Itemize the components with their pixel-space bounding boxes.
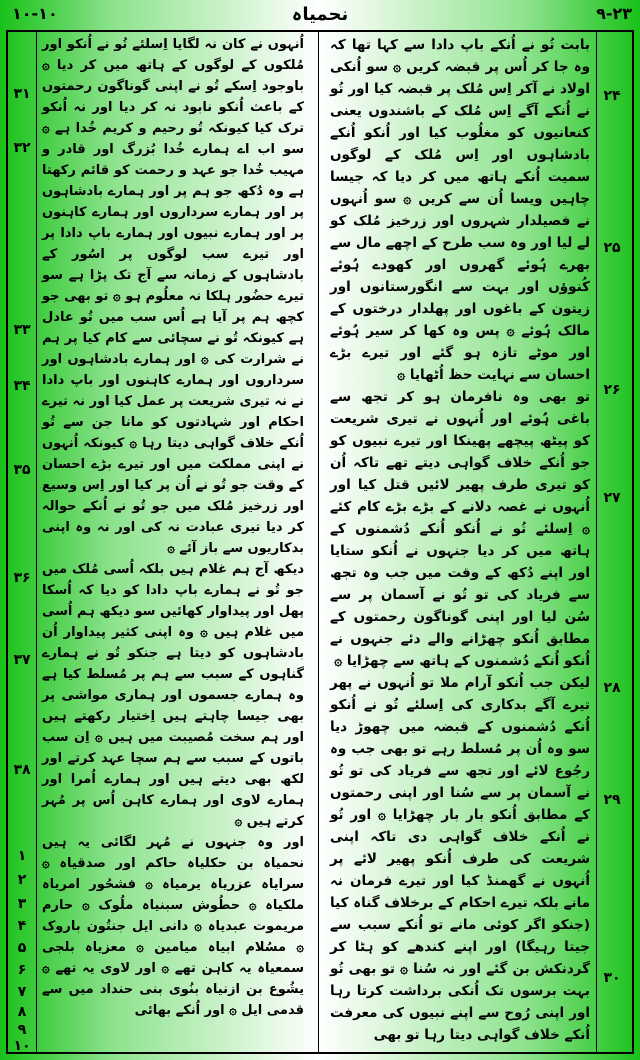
verse-number: ۳۲ [13,140,31,156]
verse-number: ۳ [17,896,27,912]
verse-number: ۶ [17,962,27,978]
verse-number: ۲۷ [603,490,621,506]
paragraph: تو بھی وہ نافرمان ہو کر تجھ سے باغی ہُوئے اور اُنہوں نے تیری شریعت کو پیٹھ پیچھے پھینکا اور تیرے نبیوں کو جو اُنکے خلاف گواہی دیتے تھے تاکہ اُن کو تیری طرف پھیر لائیں قتل کیا اور اُنہوں نے غصہ دلانے کے بڑے بڑے کام کئے ۞ اِسلئے تُو نے اُنکو اُنکے دُشمنوں کے ہاتھ میں کر دیا جنہوں نے اُنکو ستایا اور اپنے دُکھ کے وقت میں جب وہ تجھ سے فریاد کی تو تُو نے آسمان پر سے سُن لیا اور اپنی گوناگون رحمتوں کے مطابق اُنکو چھڑانے والے دئے جنہوں نے اُنکو اُنکے دُشمنوں کے ہاتھ سے چھڑایا ۞ [330,389,590,669]
verse-number: ۳۳ [13,322,31,338]
verse-number: ۲۹ [603,792,621,808]
page-header [0,0,640,28]
column-divider [596,30,597,1054]
verse-number: ۳۵ [13,462,31,478]
book-title: نحمیاہ [291,4,349,25]
chapter-verse-ref-end: ۱۰-۱۰ [12,4,58,23]
verse-number: ۲۴ [603,88,621,104]
verse-number: ۴ [17,918,27,934]
verse-number: ۱۰ [13,1038,31,1054]
verse-number: ۲ [17,872,27,888]
left-text-column [42,34,304,1021]
paragraph: اور وہ جنہوں نے مُہر لگائی یہ ہیں نحمیاہ بن حکلیاہ حاکم اور صدقیاہ ۞ سرایاہ عزریاہ یرمیاہ ۞ فشحُور امریاہ ملکیاہ ۞ حطُوش سبنیاہ ملُوک ۞ حارم مریموت عبدیاہ ۞ دانی ایل جنتُون باروک ۞ مسُلام ابیاہ میامین ۞ معزیاہ بلجی سمعیاہ یہ کاہن تھے ۞ اور لاوی یہ تھے ۞ یشُوع بن ازنیاہ بنُوی بنی حنداد میں سے قدمی ایل ۞ اور اُنکے بھائی [42,835,304,1018]
verse-number: ۲۸ [603,680,621,696]
verse-number: ۲۶ [603,382,621,398]
paragraph: دیکھ آج ہم غلام ہیں بلکہ اُسی مُلک میں جو تُو نے ہمارے باپ دادا کو دیا کہ اُسکا پھل اور پیداوار کھائیں سو دیکھ ہم اُسی میں غلام ہیں ۞ وہ اپنی کثیر پیداوار اُن بادشاہوں کو دیتا ہے جنکو تُو نے ہمارے گناہوں کے سبب سے ہم پر مُسلط کیا ہے وہ ہمارے جسموں اور ہماری مواشی پر بھی جیسا چاہتے ہیں اِختیار رکھتے ہیں اور ہم سخت مُصیبت میں ہیں ۞ اِن سب باتوں کے سبب سے ہم سچا عہد کرتے اور لکھ بھی دیتے ہیں اور ہمارے اُمرا اور ہمارے لاوی اور ہمارے کاہن اُس پر مُہر کرتے ہیں ۞ [42,562,304,829]
verse-number: ۳۸ [13,762,31,778]
verse-number: ۹ [17,1022,27,1038]
verse-number: ۷ [17,984,27,1000]
verse-number: ۲۵ [603,240,621,256]
verse-number: ۸ [17,1004,27,1020]
column-divider [318,30,319,1054]
right-text-column [330,34,590,1046]
paragraph: اُنہوں نے کان نہ لگایا اِسلئے تُو نے اُنکو اور مُلکوں کے لوگوں کے ہاتھ میں کر دیا ۞ باوجود اِسکے تُو نے اپنی گوناگون رحمتوں کے باعث اُنکو نابود نہ کر دیا اور نہ اُنکو ترک کیا کیونکہ تُو رحیم و کریم خُدا ہے ۞ سو اب اے ہمارے خُدا بُزرگ اور قادر و مہیب خُدا جو عہد و رحمت کو قائم رکھتا ہے وہ دُکھ جو ہم پر اور ہمارے بادشاہوں پر اور ہمارے سرداروں اور ہمارے کاہنوں پر اور ہمارے نبیوں اور ہمارے باپ دادا پر اور تیرے سب لوگوں پر اسُور کے بادشاہوں کے زمانہ سے آج تک پڑا ہے سو تیرے حضُور ہلکا نہ معلُوم ہو ۞ تو بھی جو کچھ ہم پر آیا ہے اُس سب میں تُو عادل ہے کیونکہ تُو نے سچائی سے کام کیا پر ہم نے شرارت کی ۞ اور ہمارے بادشاہوں اور سرداروں اور ہمارے کاہنوں اور باپ دادا نے نہ تیری شریعت پر عمل کیا اور نہ تیرے احکام اور شہادتوں کو مانا جن سے تُو اُنکے خلاف گواہی دیتا رہا ۞ کیونکہ اُنہوں نے اپنی مملکت میں اور تیرے بڑے احسان کے وقت جو تُو نے اُن پر کیا اور اِس وسیع اور زرخیز مُلک میں جو تُو نے اُنکے حوالہ کر دیا تیری عبادت نہ کی اور نہ وہ اپنی بدکاریوں سے باز آئے ۞ [42,37,304,556]
verse-number: ۵ [17,940,27,956]
verse-number: ۳۰ [603,970,621,986]
verse-number: ۱ [17,848,27,864]
verse-number: ۳۴ [13,378,31,394]
verse-number: ۳۶ [13,570,31,586]
paragraph: بابت تُو نے اُنکے باپ دادا سے کہا تھا کہ وہ جا کر اُس پر قبضہ کریں ۞ سو اُنکی اولاد نے آکر اِس مُلک پر قبضہ کیا اور تُو نے اُنکے آگے اِس مُلک کے باشندوں یعنی کنعانیوں کو مغلُوب کیا اور اُنکو اُنکے بادشاہوں اور اِس مُلک کے لوگوں سمیت اُنکے ہاتھ میں کر دیا کہ جیسا چاہیں ویسا اُن سے کریں ۞ سو اُنہوں نے فصیلدار شہروں اور زرخیز مُلک کو لے لیا اور وہ سب طرح کے اچھے مال سے بھرے ہُوئے گھروں اور کھودے ہُوئے کُنوؤں اور بہت سے انگورستانوں اور زیتون کے باغوں اور پھلدار درختوں کے مالک ہُوئے ۞ پس وہ کھا کر سیر ہُوئے اور موٹے تازہ ہو گئے اور تیرے بڑے احسان سے نہایت حظ اُٹھایا ۞ [330,37,590,383]
chapter-verse-ref-start: ۹-۲۳ [596,4,632,23]
column-divider [36,30,37,1054]
verse-number: ۳۱ [13,86,31,102]
paragraph: لیکن جب اُنکو آرام ملا تو اُنہوں نے پھر تیرے آگے بدکاری کی اِسلئے تُو نے اُنکو اُنکے دُشمنوں کے قبضہ میں چھوڑ دیا سو وہ اُن پر مُسلط رہے تو بھی جب وہ رجُوع لائے اور تجھ سے فریاد کی تو تُو نے آسمان پر سے سُنا اور اپنی رحمتوں کے مطابق اُنکو بار بار چھڑایا ۞ اور تُو نے اُنکے خلاف گواہی دی تاکہ اپنی شریعت کی طرف اُنکو پھیر لائے پر اُنہوں نے گھمنڈ کیا اور تیرے فرمان نہ مانے بلکہ تیرے احکام کے برخلاف گناہ کیا (جنکو اگر کوئی مانے تو اُنکے سبب سے جیتا رہیگا) اور اپنے کندھے کو ہٹا کر گردنکش بن گئے اور نہ سُنا ۞ تو بھی تُو بہت برسوں تک اُنکی برداشت کرتا رہا اور اپنی رُوح سے اپنے نبیوں کی معرفت اُنکے خلاف گواہی دیتا رہا تو بھی [330,675,590,1043]
verse-number: ۳۷ [13,652,31,668]
